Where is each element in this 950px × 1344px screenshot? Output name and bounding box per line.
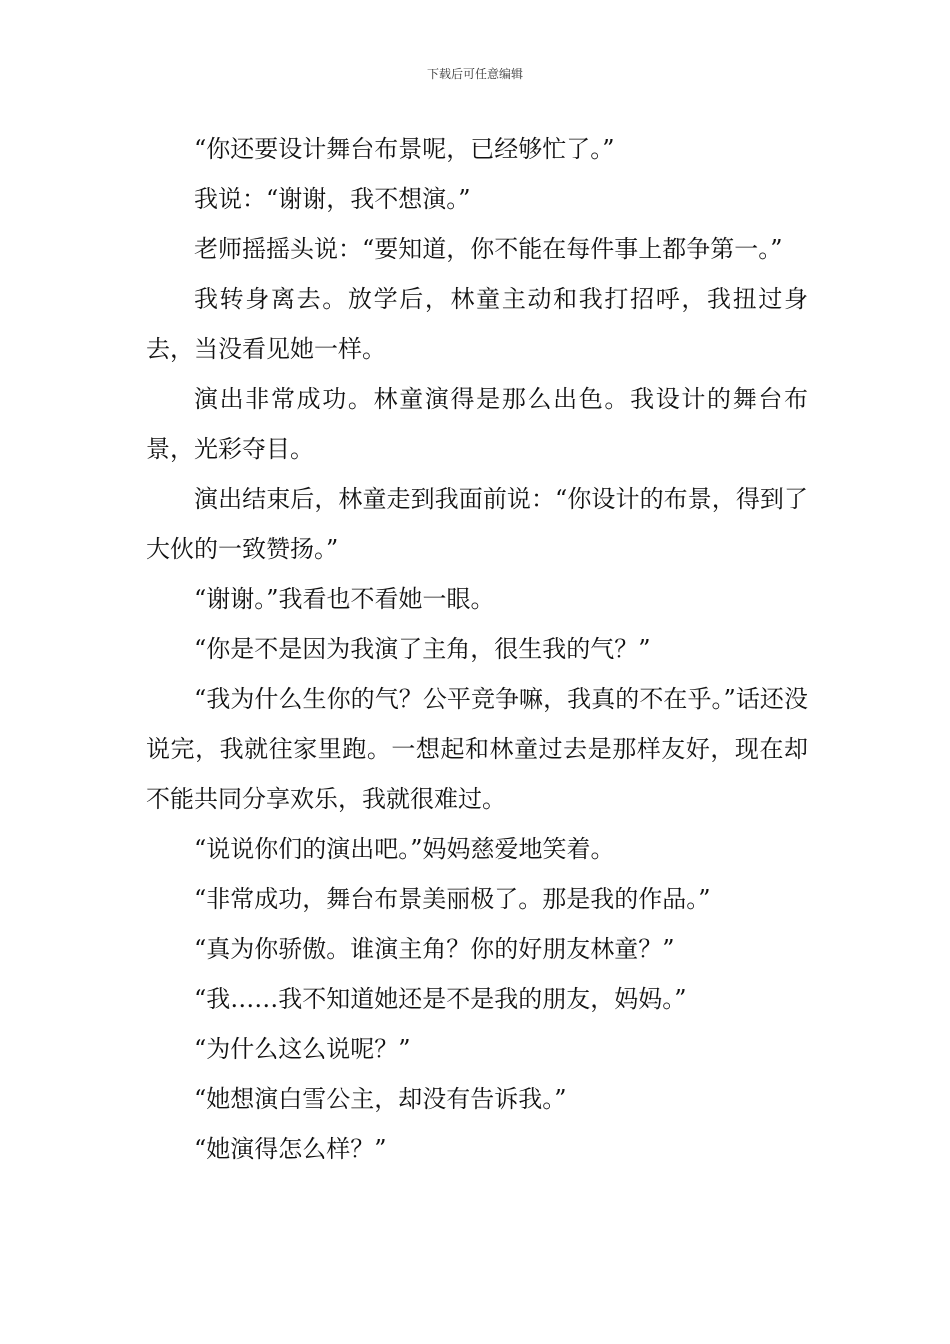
paragraph: 我转身离去。放学后，林童主动和我打招呼，我扭过身去，当没看见她一样。 — [146, 285, 808, 363]
document-body — [146, 124, 808, 1174]
paragraph: “为什么这么说呢？” — [194, 1035, 411, 1063]
paragraph: “你还要设计舞台布景呢，已经够忙了。” — [194, 135, 615, 163]
paragraph: “我为什么生你的气？公平竞争嘛，我真的不在乎。”话还没说完，我就往家里跑。一想起和林童过去是那样友好，现在却不能共同分享欢乐，我就很难过。 — [146, 685, 808, 813]
paragraph: “你是不是因为我演了主角，很生我的气？” — [194, 635, 651, 663]
paragraph: “她演得怎么样？” — [194, 1135, 387, 1163]
paragraph: “我……我不知道她还是不是我的朋友，妈妈。” — [194, 985, 687, 1013]
paragraph: 老师摇摇头说：“要知道，你不能在每件事上都争第一。” — [194, 235, 783, 263]
paragraph: “说说你们的演出吧。”妈妈慈爱地笑着。 — [194, 835, 615, 863]
paragraph: “非常成功，舞台布景美丽极了。那是我的作品。” — [194, 885, 711, 913]
paragraph: 演出非常成功。林童演得是那么出色。我设计的舞台布景，光彩夺目。 — [146, 385, 808, 463]
paragraph: “谢谢。”我看也不看她一眼。 — [194, 585, 495, 613]
paragraph: 我说：“谢谢，我不想演。” — [194, 185, 471, 213]
page-header: 下载后可任意编辑 — [426, 67, 523, 81]
paragraph: “她想演白雪公主，却没有告诉我。” — [194, 1085, 567, 1113]
paragraph: “真为你骄傲。谁演主角？你的好朋友林童？” — [194, 935, 675, 963]
paragraph: 演出结束后，林童走到我面前说：“你设计的布景，得到了大伙的一致赞扬。” — [146, 485, 808, 563]
